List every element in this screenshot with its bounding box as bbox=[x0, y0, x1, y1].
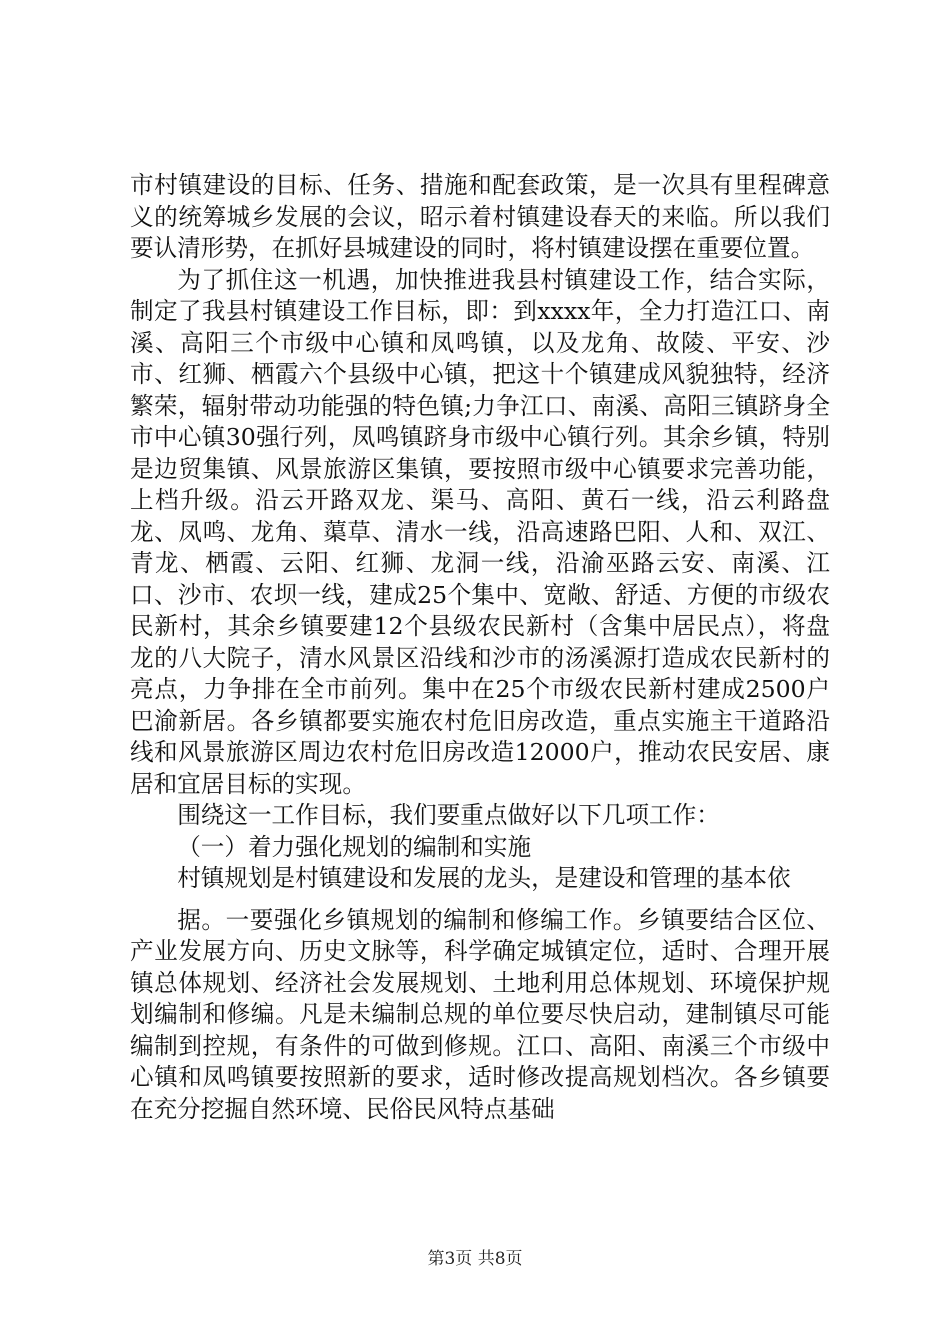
paragraph-planning-lead: 村镇规划是村镇建设和发展的龙头，是建设和管理的基本依 bbox=[177, 864, 791, 892]
paragraph-goal-context: 市村镇建设的目标、任务、措施和配套政策，是一次具有里程碑意义的统筹城乡发展的会议，昭示着村镇建设春天的来临。所以我们要认清形势，在抓好县城建设的同时，将村镇建设摆在重要位置。 bbox=[130, 171, 830, 262]
section-heading-planning: （一）着力强化规划的编制和实施 bbox=[177, 832, 532, 861]
document-body bbox=[130, 170, 830, 1125]
paragraph-construction-targets: 为了抓住这一机遇，加快推进我县村镇建设工作，结合实际，制定了我县村镇建设工作目标，即：到xxxx年，全力打造江口、南溪、高阳三个市级中心镇和凤鸣镇，以及龙角、故陵、平安、沙市、红狮、栖霞六个县级中心镇，把这十个镇建成风貌独特，经济繁荣，辐射带动功能强的特色镇;力争江口、南溪、高阳三镇跻身全市中心镇30强行列，凤鸣镇跻身市级中心镇行列。其余乡镇，特别是边贸集镇、风景旅游区集镇，要按照市级中心镇要求完善功能，上档升级。沿云开路双龙、渠马、高阳、黄石一线，沿云利路盘龙、凤鸣、龙角、蕖草、清水一线，沿高速路巴阳、人和、双江、青龙、栖霞、云阳、红狮、龙洞一线，沿渝巫路云安、南溪、江口、沙市、农坝一线，建成25个集中、宽敞、舒适、方便的市级农民新村，其余乡镇要建12个县级农民新村（含集中居民点），将盘龙的八大院子，清水风景区沿线和沙市的汤溪源打造成农民新村的亮点，力争排在全市前列。集中在25个市级农民新村建成2500户巴渝新居。各乡镇都要实施农村危旧房改造，重点实施主干道路沿线和风景旅游区周边农村危旧房改造12000户，推动农民安居、康居和宜居目标的实现。 bbox=[130, 265, 830, 798]
paragraph-planning-details: 据。一要强化乡镇规划的编制和修编工作。乡镇要结合区位、产业发展方向、历史文脉等，科学确定城镇定位，适时、合理开展镇总体规划、经济社会发展规划、土地利用总体规划、环境保护规划编制和修编。凡是未编制总规的单位要尽快启动，建制镇尽可能编制到控规，有条件的可做到修规。江口、高阳、南溪三个市级中心镇和凤鸣镇要按照新的要求，适时修改提高规划档次。各乡镇要在充分挖掘自然环境、民俗民风特点基础 bbox=[130, 905, 830, 1123]
paragraph-work-intro: 围绕这一工作目标，我们要重点做好以下几项工作： bbox=[177, 801, 720, 829]
page-footer: 第3页 共8页 bbox=[427, 1249, 523, 1269]
